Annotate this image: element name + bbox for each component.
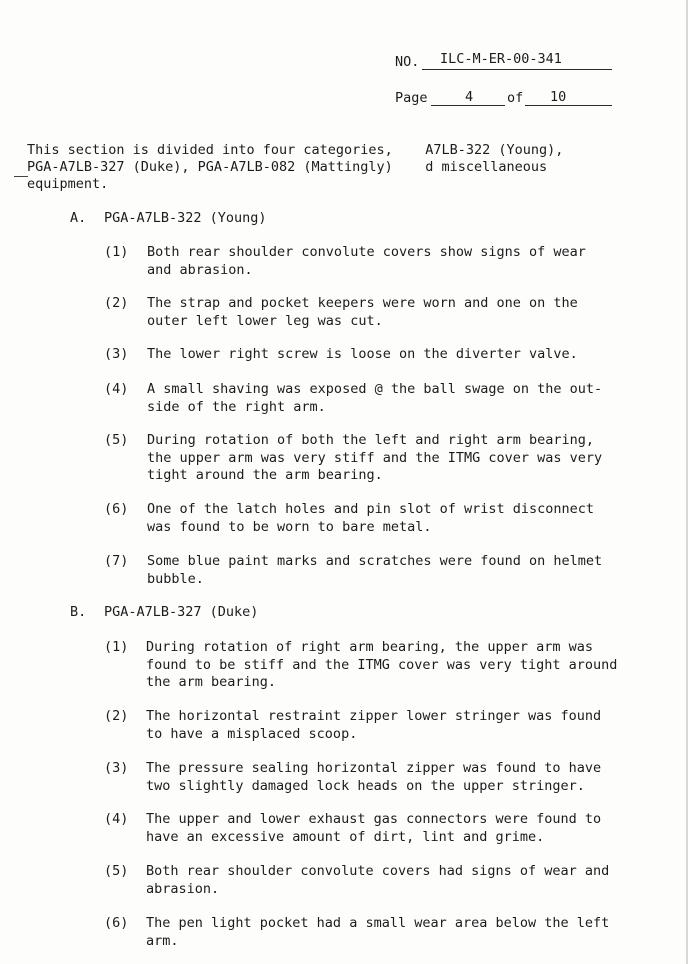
section-letter: B. bbox=[70, 604, 87, 620]
item-number: (2) bbox=[104, 295, 129, 311]
item-text-line: The pen light pocket had a small wear area below the left bbox=[146, 915, 610, 931]
item-text-line: outer left lower leg was cut. bbox=[147, 312, 383, 329]
item-text-line: During rotation of both the left and right arm bearing, bbox=[147, 432, 595, 448]
item-text-line: the upper arm was very stiff and the ITMG cover was very bbox=[147, 449, 603, 466]
item-number: (1) bbox=[104, 639, 129, 655]
section-title: PGA-A7LB-322 (Young) bbox=[104, 210, 267, 226]
document-number: ILC-M-ER-00-341 bbox=[440, 51, 562, 67]
item-text-line: The lower right screw is loose on the diverter valve. bbox=[147, 346, 578, 362]
item-number: (4) bbox=[104, 811, 129, 827]
item-number: (2) bbox=[104, 708, 129, 724]
item-text-line: arm. bbox=[146, 932, 179, 949]
item-text-line: found to be stiff and the ITMG cover was very tight around bbox=[146, 656, 618, 673]
section-letter: A. bbox=[70, 210, 87, 226]
page-number: 4 bbox=[465, 89, 474, 105]
item-number: (7) bbox=[104, 553, 129, 569]
item-number: (4) bbox=[104, 381, 129, 397]
item-number: (3) bbox=[104, 760, 129, 776]
item-text-line: abrasion. bbox=[146, 880, 220, 897]
item-text-line: The strap and pocket keepers were worn and one on the bbox=[147, 295, 578, 311]
item-number: (6) bbox=[104, 915, 129, 931]
item-text-line: have an excessive amount of dirt, lint and grime. bbox=[146, 828, 545, 845]
item-text-line: Some blue paint marks and scratches were found on helmet bbox=[147, 553, 603, 569]
page-total-underline bbox=[525, 105, 612, 106]
item-number: (5) bbox=[104, 863, 129, 879]
page-of-label: of bbox=[507, 90, 524, 106]
item-text-line: side of the right arm. bbox=[147, 398, 326, 415]
page-number-underline bbox=[431, 105, 505, 106]
item-number: (6) bbox=[104, 501, 129, 517]
item-text-line: two slightly damaged lock heads on the upper stringer. bbox=[146, 777, 585, 794]
section-title: PGA-A7LB-327 (Duke) bbox=[104, 604, 259, 620]
item-text-line: was found to be worn to bare metal. bbox=[147, 518, 432, 535]
item-text-line: and abrasion. bbox=[147, 261, 253, 278]
intro-line: This section is divided into four categories, A7LB-322 (Young), bbox=[27, 142, 564, 158]
item-text-line: Both rear shoulder convolute covers show signs of wear bbox=[147, 244, 586, 260]
margin-mark bbox=[14, 176, 28, 177]
intro-line: equipment. bbox=[27, 176, 109, 192]
page-label: Page bbox=[395, 90, 428, 106]
item-text-line: tight around the arm bearing. bbox=[147, 467, 383, 483]
item-text-line: bubble. bbox=[147, 570, 204, 587]
item-text-line: During rotation of right arm bearing, the upper arm was bbox=[146, 639, 594, 655]
document-number-underline bbox=[422, 69, 612, 70]
item-text-line: The pressure sealing horizontal zipper was found to have bbox=[146, 760, 602, 776]
page-total: 10 bbox=[550, 89, 567, 105]
intro-line: PGA-A7LB-327 (Duke), PGA-A7LB-082 (Mattingly) d miscellaneous bbox=[27, 159, 548, 175]
item-text-line: A small shaving was exposed @ the ball swage on the out- bbox=[147, 381, 603, 397]
item-text-line: The upper and lower exhaust gas connectors were found to bbox=[146, 811, 602, 827]
item-text-line: to have a misplaced scoop. bbox=[146, 725, 358, 742]
item-number: (1) bbox=[104, 244, 129, 260]
item-number: (3) bbox=[104, 346, 129, 362]
item-text-line: One of the latch holes and pin slot of wrist disconnect bbox=[147, 501, 595, 517]
document-number-label: NO. bbox=[395, 54, 420, 70]
item-text-line: the arm bearing. bbox=[146, 674, 277, 690]
item-text-line: The horizontal restraint zipper lower stringer was found bbox=[146, 708, 602, 724]
item-text-line: Both rear shoulder convolute covers had signs of wear and bbox=[146, 863, 610, 879]
item-number: (5) bbox=[104, 432, 129, 448]
